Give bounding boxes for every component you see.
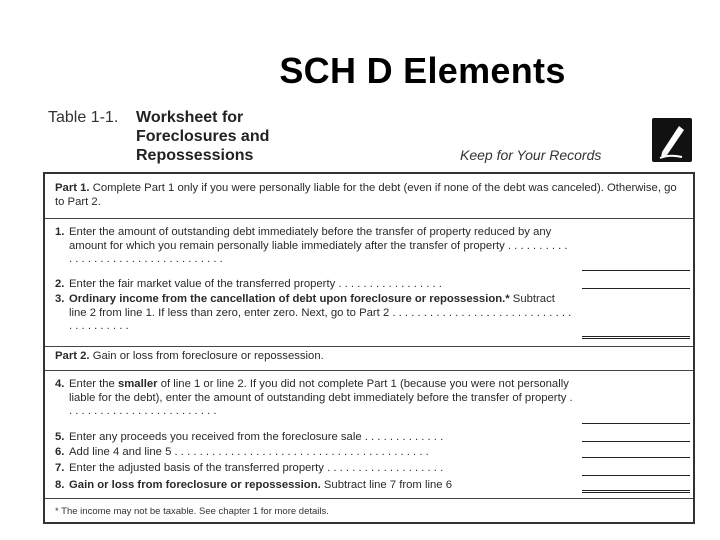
line-3-entry[interactable]	[582, 336, 690, 339]
line-8	[55, 479, 575, 493]
table-heading: Worksheet for Foreclosures and Repossessions	[136, 109, 270, 164]
line-2-entry[interactable]	[582, 288, 690, 289]
divider	[45, 218, 693, 219]
line-number: 5.	[55, 431, 65, 443]
line-bold-text: smaller	[117, 378, 158, 390]
line-number: 1.	[55, 226, 65, 238]
line-7	[55, 462, 575, 476]
line-text: Subtract line 2 from line 1. If less than zero, enter zero. Next, go to Part 2 . . . . . . . . . . . . . . . . . . . . . . . . . . . . . . . . . . . . . . .	[69, 293, 572, 333]
line-7-entry[interactable]	[582, 475, 690, 476]
line-text: Enter any proceeds you received from the foreclosure sale . . . . . . . . . . . . .	[69, 431, 444, 443]
slide-title: SCH D Elements	[279, 50, 566, 91]
part2-text: Gain or loss from foreclosure or repossession.	[92, 350, 324, 362]
line-8-entry[interactable]	[582, 490, 690, 493]
line-3	[55, 293, 575, 334]
part1-header	[55, 182, 685, 209]
table-label: Table 1-1.	[48, 109, 119, 126]
line-6-entry[interactable]	[582, 457, 690, 458]
line-5-entry[interactable]	[582, 441, 690, 442]
part1-label: Part 1.	[55, 182, 90, 194]
worksheet-table	[43, 172, 695, 524]
line-number: 4.	[55, 378, 65, 390]
line-text: Enter the adjusted basis of the transferred property . . . . . . . . . . . . . . . . . . .	[69, 462, 444, 474]
line-4-entry[interactable]	[582, 423, 690, 424]
line-text: Add line 4 and line 5 . . . . . . . . . . . . . . . . . . . . . . . . . . . . . . . . . . . . . . . . .	[69, 446, 429, 458]
part2-header	[55, 350, 685, 364]
line-text: Subtract line 7 from line 6	[320, 479, 452, 491]
line-number: 8.	[55, 479, 65, 491]
line-number: 7.	[55, 462, 65, 474]
line-text: Enter the fair market value of the transferred property . . . . . . . . . . . . . . . . .	[69, 278, 442, 290]
divider	[45, 346, 693, 347]
line-text-prefix: Enter the	[69, 378, 118, 390]
divider	[45, 370, 693, 371]
line-6	[55, 446, 575, 460]
line-2	[55, 278, 575, 292]
pencil-icon	[652, 118, 692, 162]
line-number: 2.	[55, 278, 65, 290]
line-1-entry[interactable]	[582, 270, 690, 271]
line-1	[55, 226, 575, 267]
line-bold-text: Ordinary income from the cancellation of debt upon foreclosure or repossession.*	[69, 293, 510, 305]
line-number: 6.	[55, 446, 65, 458]
keep-records-note: Keep for Your Records	[460, 147, 602, 163]
line-text: Enter the amount of outstanding debt immediately before the transfer of property reduced by any amount for which you remain personally liable immediately after the transfer of property . . . . . . . . . . . . . . . . . . . . . . . . . . . . . . . . . . .	[69, 226, 568, 266]
line-bold-text: Gain or loss from foreclosure or repossession.	[69, 479, 321, 491]
part2-label: Part 2.	[55, 350, 90, 362]
footnote: * The income may not be taxable. See chapter 1 for more details.	[55, 506, 329, 517]
line-text: of line 1 or line 2. If you did not complete Part 1 (because you were not personally liable for the debt), enter the amount of outstanding debt immediately before the transfer of property . . . . . . . . . . . . . . . . . . . . . . . . .	[69, 378, 573, 418]
line-4	[55, 378, 575, 419]
divider	[45, 498, 693, 499]
part1-text: Complete Part 1 only if you were personally liable for the debt (even if none of the debt was canceled). Otherwise, go to Part 2.	[55, 182, 677, 208]
line-5	[55, 431, 575, 445]
line-number: 3.	[55, 293, 65, 305]
